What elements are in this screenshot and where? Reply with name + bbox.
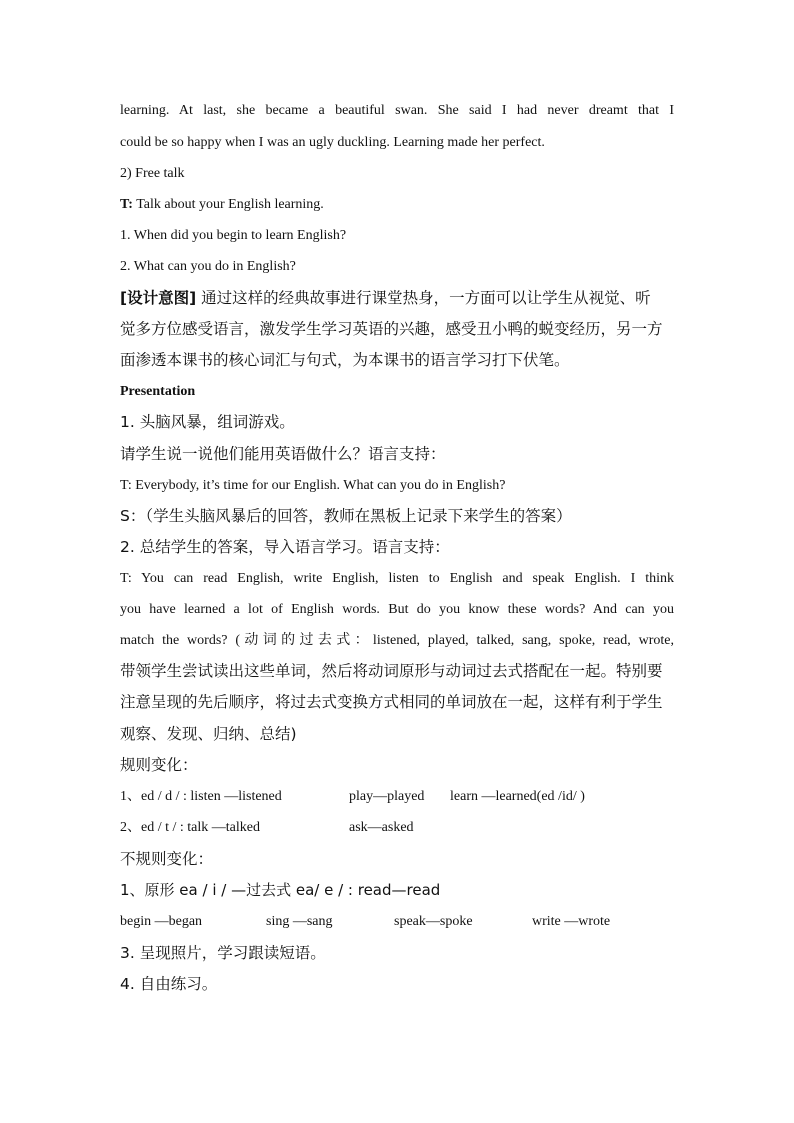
step-1-instruction: 请学生说一说他们能用英语做什么？语言支持： xyxy=(120,445,446,463)
regular-change-row-2 xyxy=(120,821,674,835)
section-presentation-heading: Presentation xyxy=(120,384,196,399)
teacher-dialogue-2-line-1: T: You can read English, write English, listen to English and speak English. I think xyxy=(120,571,674,586)
design-intent-label: [设计意图] xyxy=(120,289,197,307)
irregular-rule-text: 1、原形 ea / i / —过去式 ea/ e / : read—read xyxy=(120,881,441,899)
design-intent-line-3: 面渗透本课书的核心词汇与句式，为本课书的语言学习打下伏笔。 xyxy=(120,351,570,369)
note-line-2: 注意呈现的先后顺序，将过去式变换方式相同的单词放在一起，这样有利于学生 xyxy=(120,693,663,711)
example-play: play—played xyxy=(349,789,425,804)
step-3: 3. 呈现照片，学习跟读短语。 xyxy=(120,944,326,962)
note-line-1: 带领学生尝试读出这些单词，然后将动词原形与动词过去式搭配在一起。特别要 xyxy=(120,662,663,680)
example-speak: speak—spoke xyxy=(394,914,473,929)
teacher-dialogue-2-line-3: match the words? (动词的过去式：listened, played, talked, sang, spoke, read, wrote, xyxy=(120,633,674,648)
design-intent-line-2: 觉多方位感受语言，激发学生学习英语的兴趣，感受丑小鸭的蜕变经历，另一方 xyxy=(120,320,663,338)
teacher-prompt xyxy=(120,198,674,212)
story-text-line-2: could be so happy when I was an ugly duckling. Learning made her perfect. xyxy=(120,135,545,150)
example-sing: sing —sang xyxy=(266,914,333,929)
student-response: S：（学生头脑风暴后的回答，教师在黑板上记录下来学生的答案） xyxy=(120,507,572,525)
speaker-label: T: xyxy=(120,197,133,212)
step-1: 1. 头脑风暴，组词游戏。 xyxy=(120,413,295,431)
irregular-rule xyxy=(120,883,674,899)
note-line-3: 观察、发现、归纳、总结) xyxy=(120,725,297,743)
example-begin: begin —began xyxy=(120,914,203,929)
example-learn: learn —learned(ed /id/ ) xyxy=(450,789,585,804)
regular-change-heading: 规则变化： xyxy=(120,756,198,774)
design-intent-line-1 xyxy=(120,291,674,307)
step-2: 2. 总结学生的答案，导入语言学习。语言支持： xyxy=(120,538,450,556)
design-intent-text: 通过这样的经典故事进行课堂热身，一方面可以让学生从视觉、听 xyxy=(196,289,651,307)
section-free-talk: 2) Free talk xyxy=(120,166,185,181)
regular-change-row-1 xyxy=(120,790,674,804)
teacher-dialogue-1: T: Everybody, it’s time for our English. What can you do in English? xyxy=(120,478,506,493)
step-4: 4. 自由练习。 xyxy=(120,975,218,993)
teacher-prompt-text: Talk about your English learning. xyxy=(132,197,324,212)
teacher-dialogue-2-line-2: you have learned a lot of English words. But do you know these words? And can you xyxy=(120,602,674,617)
question-2: 2. What can you do in English? xyxy=(120,259,296,274)
story-text-line-1: learning. At last, she became a beautiful swan. She said I had never dreamt that I xyxy=(120,103,674,118)
example-write: write —wrote xyxy=(532,914,611,929)
irregular-examples xyxy=(120,915,674,929)
question-1: 1. When did you begin to learn English? xyxy=(120,228,347,243)
rule-ed-t: 2、ed / t / : talk —talked xyxy=(120,820,260,835)
rule-ed-d: 1、ed / d / : listen —listened xyxy=(120,789,282,804)
irregular-change-heading: 不规则变化： xyxy=(120,850,214,868)
example-ask: ask—asked xyxy=(349,820,414,835)
